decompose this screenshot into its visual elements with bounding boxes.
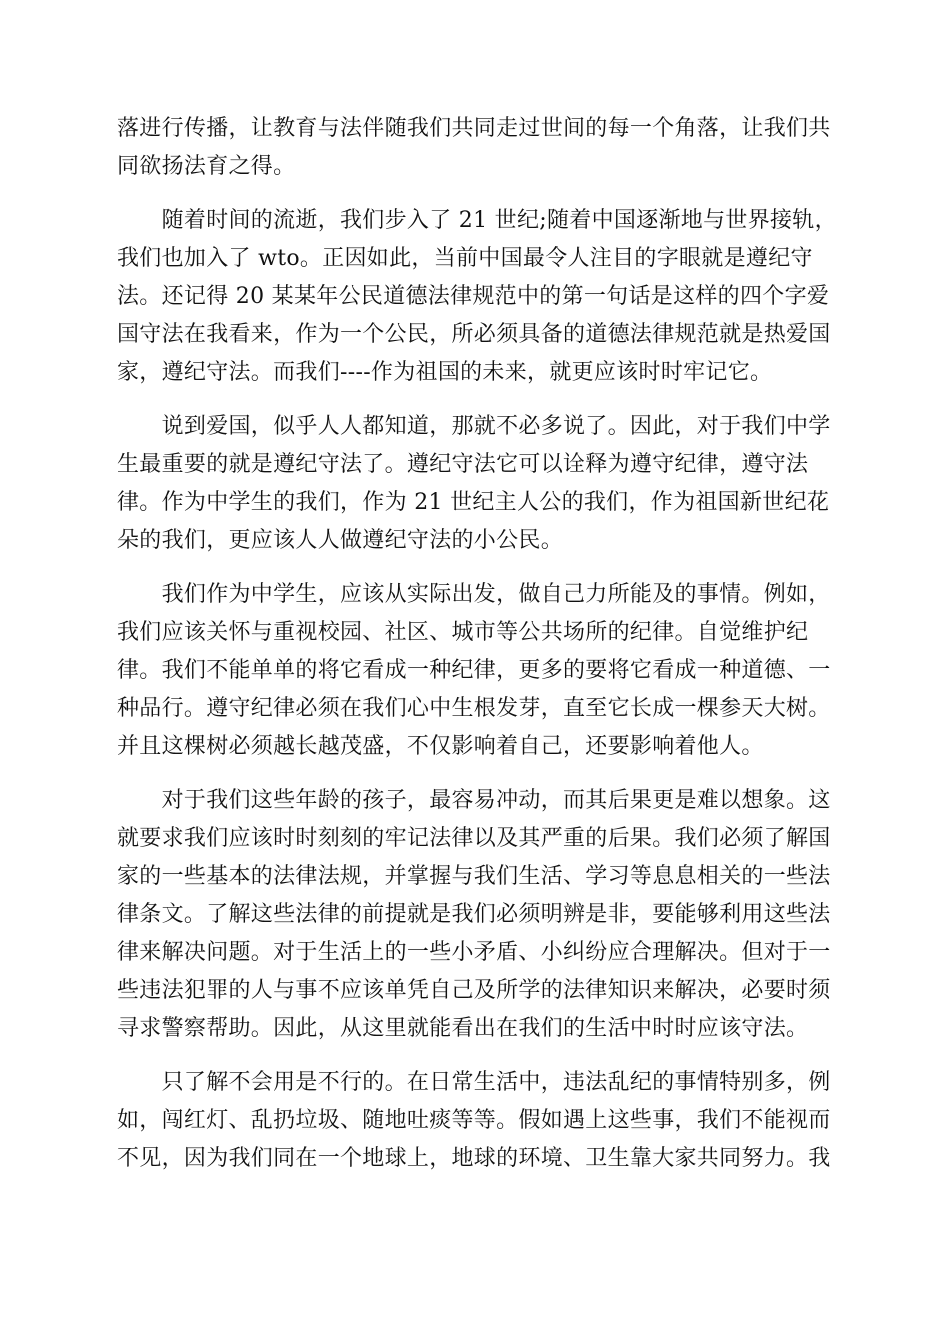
text-line: 律。作为中学生的我们，作为 21 世纪主人公的我们，作为祖国新世纪花 (117, 490, 830, 515)
text-line: 家的一些基本的法律法规，并掌握与我们生活、学习等息息相关的一些法 (117, 864, 831, 889)
document-body (117, 110, 835, 1178)
text-line: 同欲扬法育之得。 (117, 154, 296, 179)
text-line: 生最重要的就是遵纪守法了。遵纪守法它可以诠释为遵守纪律，遵守法 (117, 452, 809, 477)
text-line: 不见，因为我们同在一个地球上，地球的环境、卫生靠大家共同努力。我 (117, 1146, 831, 1171)
paragraph-spacer (117, 186, 835, 202)
text-line: 律条文。了解这些法律的前提就是我们必须明辨是非，要能够利用这些法 (117, 902, 831, 927)
text-line: 家，遵纪守法。而我们----作为祖国的未来，就更应该时时牢记它。 (117, 360, 773, 385)
text-line: 我们也加入了 wto。正因如此，当前中国最令人注目的字眼就是遵纪守 (117, 246, 813, 271)
paragraph-6 (117, 1064, 835, 1178)
text-line: 种品行。遵守纪律必须在我们心中生根发芽，直至它长成一棵参天大树。 (117, 696, 831, 721)
paragraph-spacer (117, 392, 835, 408)
text-line: 国守法在我看来，作为一个公民，所必须具备的道德法律规范就是热爱国 (117, 322, 831, 347)
text-line: 律来解决问题。对于生活上的一些小矛盾、小纠纷应合理解决。但对于一 (117, 940, 831, 965)
text-line: 些违法犯罪的人与事不应该单凭自己及所学的法律知识来解决，必要时须 (117, 978, 831, 1003)
text-line: 只了解不会用是不行的。在日常生活中，违法乱纪的事情特别多，例 (117, 1070, 831, 1095)
text-line: 律。我们不能单单的将它看成一种纪律，更多的要将它看成一种道德、一 (117, 658, 831, 683)
text-line: 并且这棵树必须越长越茂盛，不仅影响着自己，还要影响着他人。 (117, 734, 764, 759)
text-line: 如，闯红灯、乱扔垃圾、随地吐痰等等。假如遇上这些事，我们不能视而 (117, 1108, 831, 1133)
text-line: 寻求警察帮助。因此，从这里就能看出在我们的生活中时时应该守法。 (117, 1016, 809, 1041)
text-line: 说到爱国，似乎人人都知道，那就不必多说了。因此，对于我们中学 (117, 414, 831, 439)
text-line: 法。还记得 20 某某年公民道德法律规范中的第一句话是这样的四个字爱 (117, 284, 830, 309)
paragraph-5 (117, 782, 835, 1048)
text-line: 落进行传播，让教育与法伴随我们共同走过世间的每一个角落，让我们共 (117, 116, 831, 141)
text-line: 就要求我们应该时时刻刻的牢记法律以及其严重的后果。我们必须了解国 (117, 826, 831, 851)
paragraph-2 (117, 202, 835, 392)
paragraph-spacer (117, 766, 835, 782)
text-line: 随着时间的流逝，我们步入了 21 世纪;随着中国逐渐地与世界接轨， (117, 208, 837, 233)
paragraph-spacer (117, 560, 835, 576)
text-line: 朵的我们，更应该人人做遵纪守法的小公民。 (117, 528, 564, 553)
text-line: 我们作为中学生，应该从实际出发，做自己力所能及的事情。例如， (117, 582, 831, 607)
paragraph-1 (117, 110, 835, 186)
paragraph-spacer (117, 1048, 835, 1064)
text-line: 我们应该关怀与重视校园、社区、城市等公共场所的纪律。自觉维护纪 (117, 620, 809, 645)
text-line: 对于我们这些年龄的孩子，最容易冲动，而其后果更是难以想象。这 (117, 788, 831, 813)
paragraph-3 (117, 408, 835, 560)
paragraph-4 (117, 576, 835, 766)
